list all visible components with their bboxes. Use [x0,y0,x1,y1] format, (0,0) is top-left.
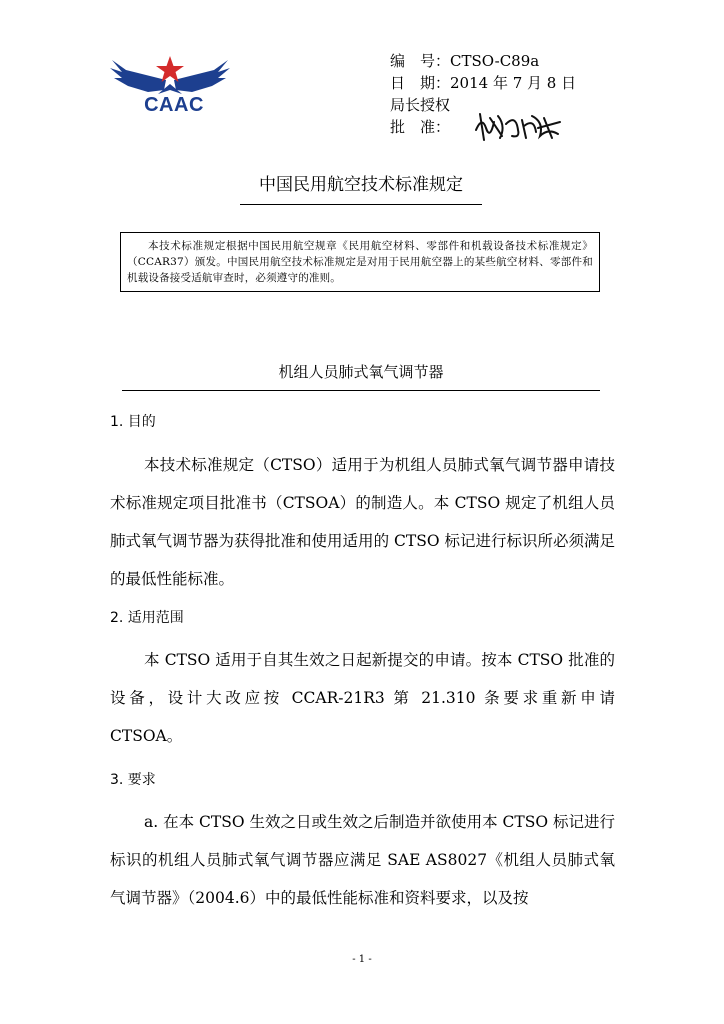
meta-number-value: CTSO-C89a [450,52,540,70]
meta-number-row [390,50,576,72]
meta-number-label: 编 号： [390,52,451,70]
caac-logo-text: CAAC [144,94,204,116]
meta-date-row [390,72,576,94]
caac-logo [108,50,232,122]
handwritten-signature [472,108,564,144]
section-heading-purpose: 1. 目的 [110,414,156,430]
document-title: 中国民用航空技术标准规定 [240,172,482,205]
meta-auth-label: 局长授权 [390,96,451,114]
page-number: - 1 - [352,954,372,965]
section-body-purpose: 本技术标准规定（CTSO）适用于为机组人员肺式氧气调节器申请技术标准规定项目批准书（CTSOA）的制造人。本 CTSO 规定了机组人员肺式氧气调节器为获得批准和使用适用的 CTSO 标记进行标识所必须满足的最低性能标准。 [110,456,615,588]
meta-approve-label: 批 准： [390,118,451,136]
document-subtitle: 机组人员肺式氧气调节器 [122,360,600,391]
meta-date-label: 日 期： [390,74,451,92]
section-heading-scope: 2. 适用范围 [110,610,184,626]
section-body-requirements: a. 在本 CTSO 生效之日或生效之后制造并欲使用本 CTSO 标记进行标识的机组人员肺式氧气调节器应满足 SAE AS8027《机组人员肺式氧气调节器》（2004.6）中的最低性能标准和资料要求，以及按 [110,813,615,907]
section-heading-requirements: 3. 要求 [110,772,156,788]
section-body-scope: 本 CTSO 适用于自其生效之日起新提交的申请。按本 CTSO 批准的设备，设计大改应按 CCAR-21R3 第 21.310 条要求重新申请 CTSOA。 [110,651,615,745]
meta-date-value: 2014 年 7 月 8 日 [450,74,577,92]
notice-box: 本技术标准规定根据中国民用航空规章《民用航空材料、零部件和机载设备技术标准规定》（CCAR37）颁发。中国民用航空技术标准规定是对用于民用航空器上的某些航空材料、零部件和机载设备接受适航审查时，必须遵守的准则。 [120,232,600,292]
